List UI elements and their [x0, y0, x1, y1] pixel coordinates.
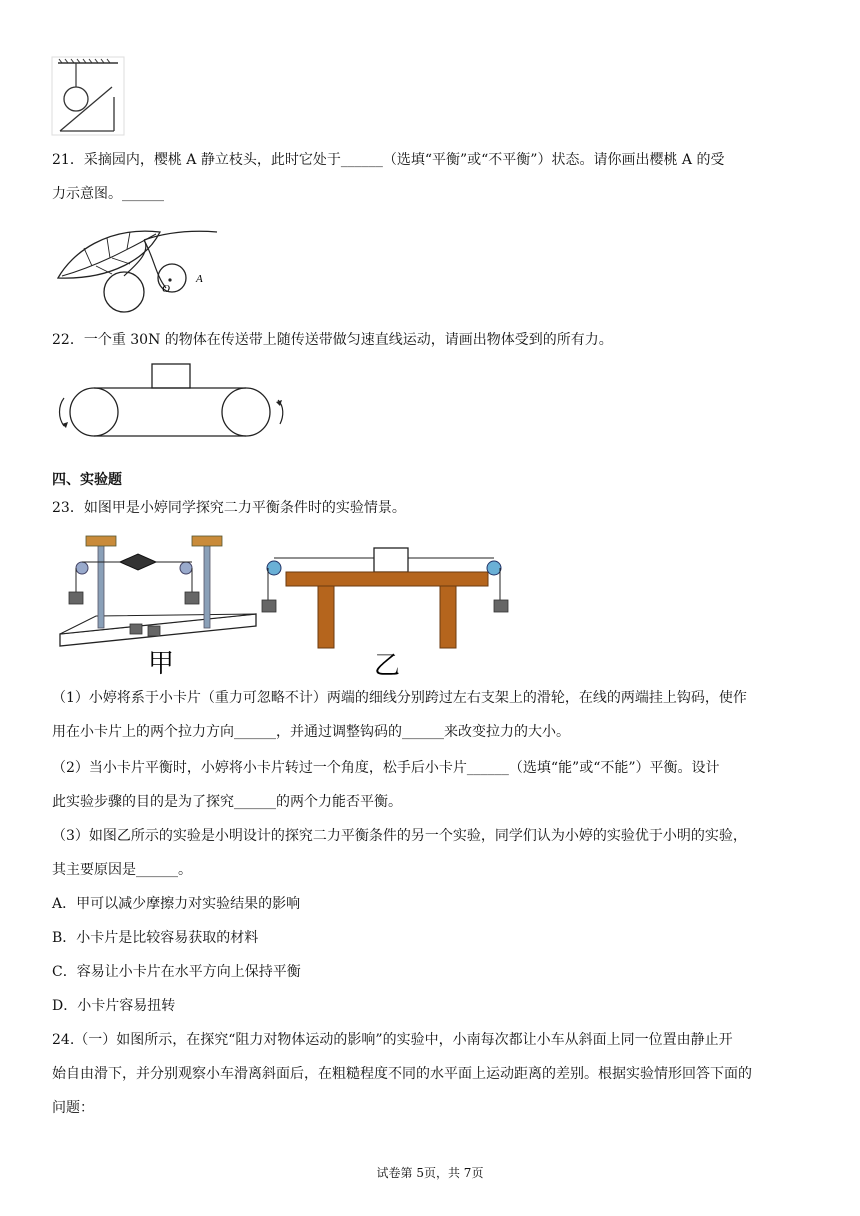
- q22-text: 22．一个重 30N 的物体在传送带上随传送带做匀速直线运动，请画出物体受到的所有力。: [52, 332, 613, 348]
- figure-yi-caption: 乙: [374, 651, 401, 681]
- q23-intro: 23．如图甲是小婷同学探究二力平衡条件时的实验情景。: [52, 500, 406, 516]
- q23-part3-line1: （3）如图乙所示的实验是小明设计的探究二力平衡条件的另一个实验，同学们认为小婷的实验优于小明的实验，: [52, 828, 747, 844]
- q23-part2-line1: （2）当小卡片平衡时，小婷将小卡片转过一个角度，松手后小卡片______（选填“能”或“不能”）平衡。设计: [52, 760, 720, 776]
- q24-text-line3: 问题：: [52, 1100, 94, 1116]
- cherry-label-o: O: [162, 283, 170, 295]
- page-footer: 试卷第 5页，共 7页: [376, 1166, 484, 1180]
- conveyor-belt-figure: [52, 360, 302, 442]
- cherry-label-a: A: [196, 273, 203, 285]
- q21-text-line1: 21．采摘园内，樱桃 A 静立枝头，此时它处于______（选填“平衡”或“不平衡”）状态。请你画出樱桃 A 的受: [52, 152, 725, 168]
- section-heading: 四、实验题: [52, 472, 122, 488]
- q24-text-line1: 24.（一）如图所示，在探究“阻力对物体运动的影响”的实验中，小南每次都让小车从斜面上同一位置由静止开: [52, 1032, 733, 1048]
- q23-option-d: D．小卡片容易扭转: [52, 998, 176, 1014]
- figure-jia-caption: 甲: [148, 649, 175, 679]
- q23-part1-line2: 用在小卡片上的两个拉力方向______，并通过调整钩码的______来改变拉力的大小。: [52, 724, 570, 740]
- q24-text-line2: 始自由滑下，并分别观察小车滑离斜面后，在粗糙程度不同的水平面上运动距离的差别。根据实验情形回答下面的: [52, 1066, 752, 1082]
- q23-option-c: C．容易让小卡片在水平方向上保持平衡: [52, 964, 301, 980]
- cherry-figure: [52, 218, 222, 313]
- q23-option-a: A．甲可以减少摩擦力对实验结果的影响: [52, 896, 301, 912]
- q23-option-b: B．小卡片是比较容易获取的材料: [52, 930, 259, 946]
- q21-text-line2: 力示意图。______: [52, 186, 164, 202]
- pendulum-figure: [52, 57, 126, 137]
- q23-part1-line1: （1）小婷将系于小卡片（重力可忽略不计）两端的细线分别跨过左右支架上的滑轮，在线的两端挂上钩码，使作: [52, 690, 747, 706]
- experiment-yi-figure: [260, 546, 516, 680]
- q23-part2-line2: 此实验步骤的目的是为了探究______的两个力能否平衡。: [52, 794, 402, 810]
- experiment-jia-figure: [56, 530, 262, 678]
- q23-part3-line2: 其主要原因是______。: [52, 862, 192, 878]
